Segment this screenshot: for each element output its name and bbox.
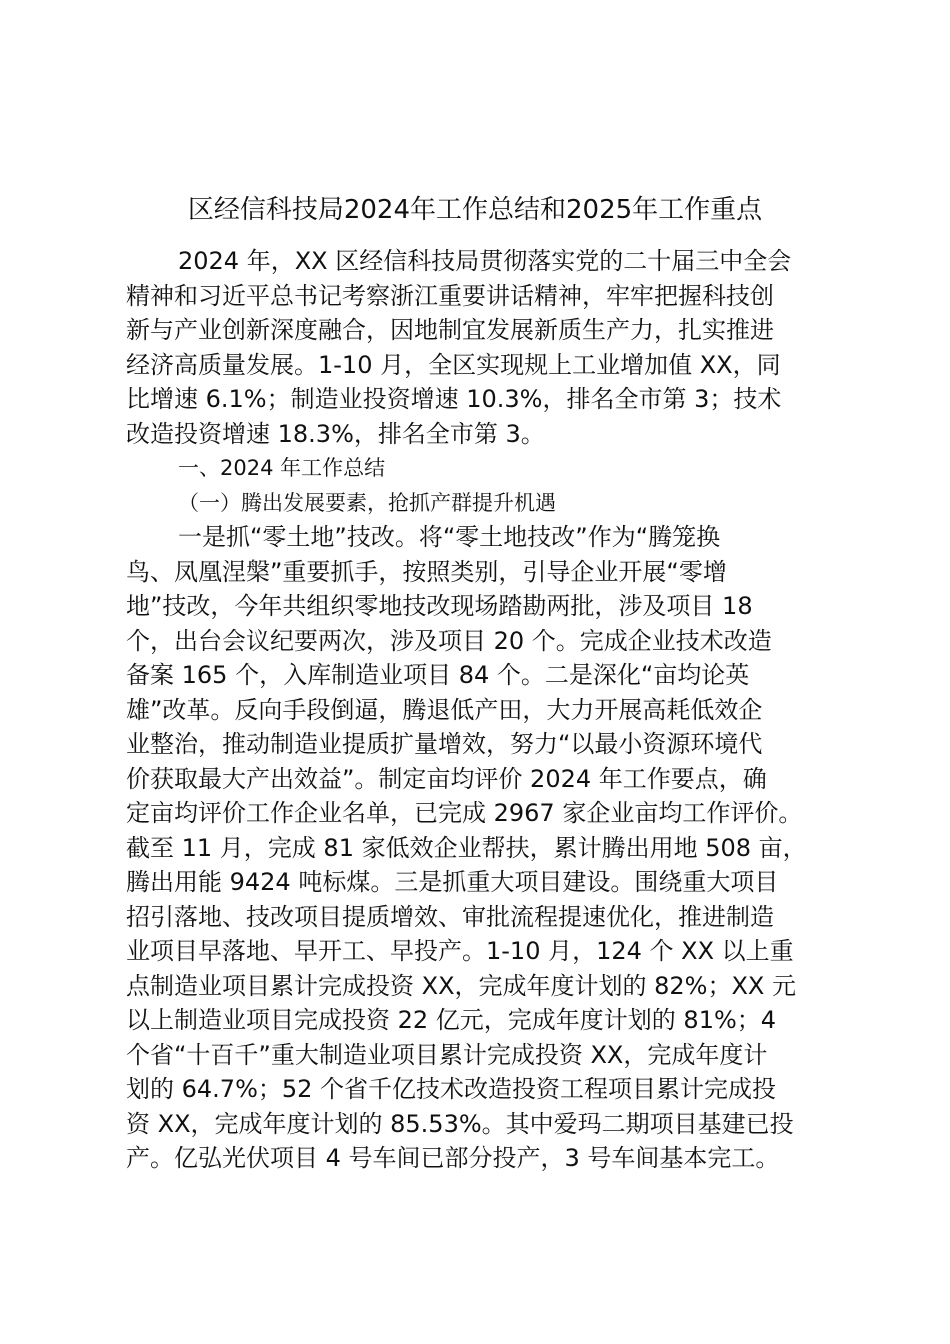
body-line: 资 XX，完成年度计划的 85.53%。其中爱玛二期项目基建已投: [126, 1109, 794, 1138]
body-line: 改造投资增速 18.3%，排名全市第 3。: [126, 419, 545, 448]
document-body: [126, 244, 846, 1176]
section-heading: 一、2024 年工作总结: [178, 456, 386, 480]
body-line: 业整治，推动制造业提质扩量增效，努力“以最小资源环境代: [126, 730, 763, 758]
body-line: 价获取最大产出效益”。制定亩均评价 2024 年工作要点，确: [126, 764, 767, 793]
body-line: 腾出用能 9424 吨标煤。三是抓重大项目建设。围绕重大项目: [126, 868, 779, 896]
subsection-heading: （一）腾出发展要素，抢抓产群提升机遇: [178, 490, 556, 515]
body-line: 备案 165 个，入库制造业项目 84 个。二是深化“亩均论英: [126, 661, 750, 689]
body-line: 截至 11 月，完成 81 家低效企业帮扶，累计腾出用地 508 亩，: [126, 833, 807, 862]
body-line: 比增速 6.1%；制造业投资增速 10.3%，排名全市第 3；技术: [126, 385, 782, 413]
body-line: 2024 年，XX 区经信科技局贯彻落实党的二十届三中全会: [178, 247, 792, 275]
body-line: 个省“十百千”重大制造业项目累计完成投资 XX，完成年度计: [126, 1040, 768, 1069]
body-line: 个，出台会议纪要两次，涉及项目 20 个。完成企业技术改造: [126, 626, 772, 655]
body-line: 地”技改，今年共组织零地技改现场踏勘两批，涉及项目 18: [126, 592, 753, 620]
body-line: 点制造业项目累计完成投资 XX，完成年度计划的 82%；XX 元: [126, 971, 796, 1000]
body-line: 雄”改革。反向手段倒逼，腾退低产田，大力开展高耗低效企: [126, 695, 763, 724]
body-line: 划的 64.7%；52 个省千亿技术改造投资工程项目累计完成投: [126, 1075, 777, 1103]
body-line: 定亩均评价工作企业名单，已完成 2967 家企业亩均工作评价。: [126, 799, 803, 827]
body-line: 产。亿弘光伏项目 4 号车间已部分投产，3 号车间基本完工。: [126, 1144, 780, 1172]
body-line: 经济高质量发展。1-10 月，全区实现规上工业增加值 XX，同: [126, 350, 781, 379]
document-title: 区经信科技局2024年工作总结和2025年工作重点: [187, 195, 763, 225]
body-line: 业项目早落地、早开工、早投产。1-10 月，124 个 XX 以上重: [126, 937, 794, 965]
body-line: 招引落地、技改项目提质增效、审批流程提速优化，推进制造: [126, 902, 774, 931]
body-line: 一是抓“零土地”技改。将“零土地技改”作为“腾笼换: [178, 523, 721, 551]
body-line: 鸟、凤凰涅槃”重要抓手，按照类别，引导企业开展“零增: [126, 557, 727, 586]
body-line: 以上制造业项目完成投资 22 亿元，完成年度计划的 81%；4: [126, 1006, 777, 1034]
body-line: 新与产业创新深度融合，因地制宜发展新质生产力，扎实推进: [126, 316, 774, 344]
body-line: 精神和习近平总书记考察浙江重要讲话精神，牢牢把握科技创: [126, 281, 774, 310]
